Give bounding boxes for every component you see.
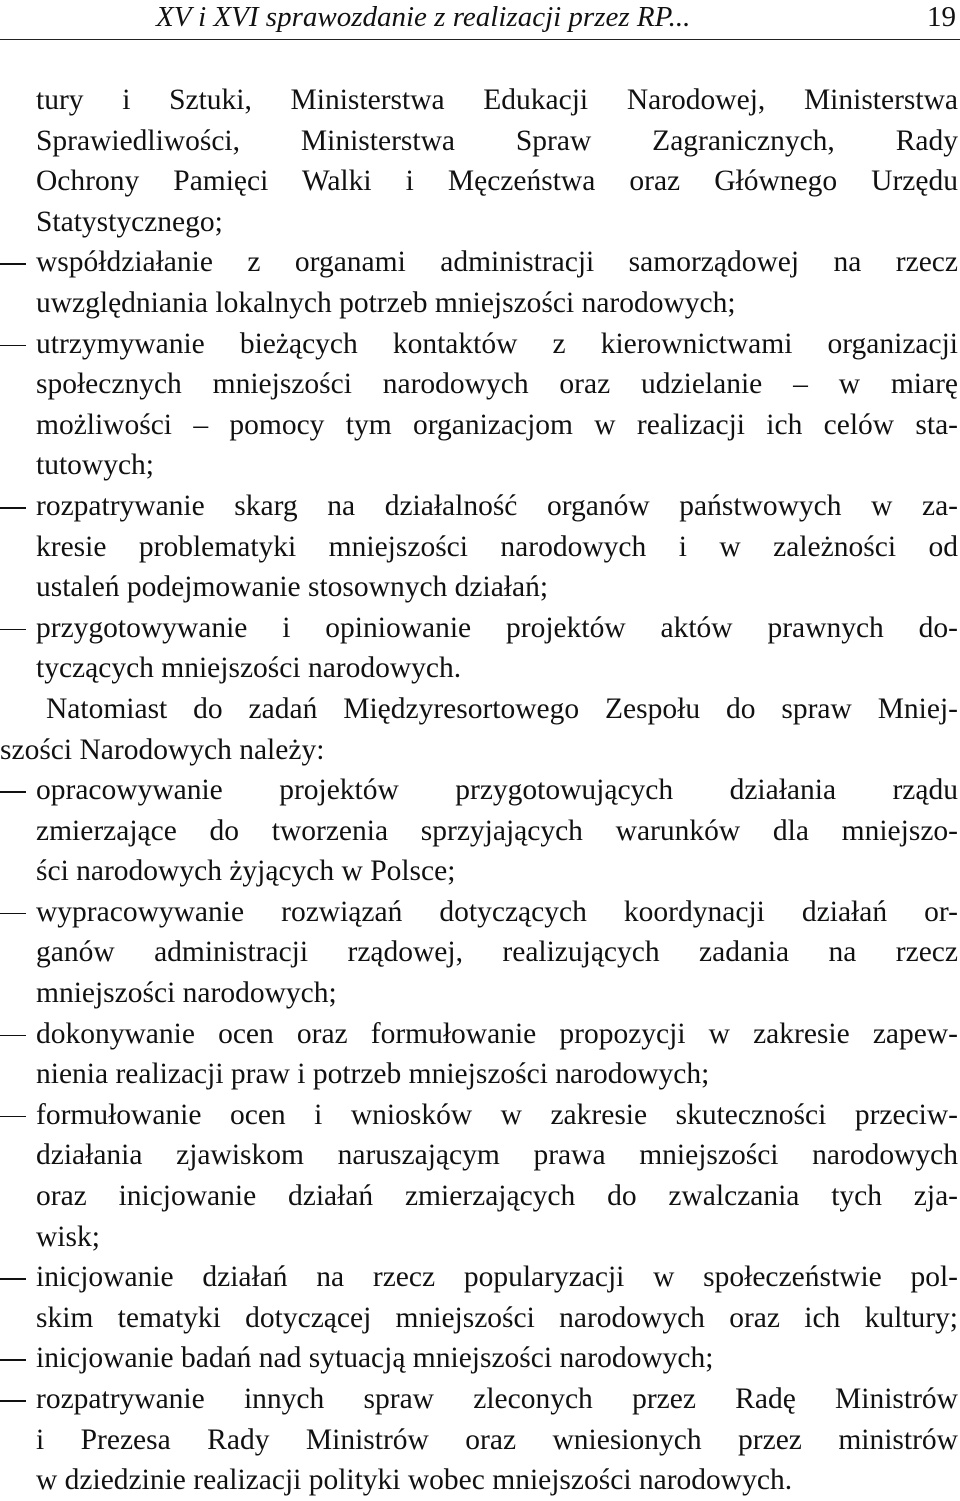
list-dash [0, 507, 26, 509]
text-line [36, 80, 958, 121]
running-title: XV i XVI sprawozdanie z realizacji przez RP... [156, 1, 691, 33]
text-line [36, 405, 958, 446]
text-line [36, 689, 958, 730]
line-text: kresie problematyki mniejszości narodowych i w zależności od [36, 530, 958, 563]
line-text: przygotowywanie i opiniowanie projektów aktów prawnych do- [36, 611, 958, 644]
line-text: mniejszości narodowych; [36, 977, 337, 1010]
line-text: społecznych mniejszości narodowych oraz udzielanie – w miarę [36, 368, 958, 401]
line-text: Statystycznego; [36, 205, 223, 238]
text-line [36, 121, 958, 162]
text-line [36, 973, 958, 1014]
line-text: Sprawiedliwości, Ministerstwa Spraw Zagranicznych, Rady [36, 124, 958, 157]
text-line [0, 730, 958, 771]
line-text: opracowywanie projektów przygotowujących działania rządu [36, 774, 958, 807]
line-text: rozpatrywanie skarg na działalność organów państwowych w za- [36, 489, 958, 522]
line-text: ustaleń podejmowanie stosownych działań; [36, 571, 549, 604]
list-dash [0, 1116, 26, 1118]
line-text: wypracowywanie rozwiązań dotyczących koordynacji działań or- [36, 895, 958, 928]
text-line [36, 445, 958, 486]
text-line [36, 364, 958, 405]
running-header [0, 0, 960, 40]
list-item-line [36, 324, 958, 365]
list-item-line [36, 486, 958, 527]
line-text: tutowych; [36, 449, 154, 482]
text-line [36, 202, 958, 243]
line-text: w dziedzinie realizacji polityki wobec mniejszości narodowych. [36, 1464, 793, 1497]
line-text: dokonywanie ocen oraz formułowanie propozycji w zakresie zapew- [36, 1017, 958, 1050]
line-text: inicjowanie badań nad sytuacją mniejszości narodowych; [36, 1342, 714, 1375]
text-line [36, 1054, 958, 1095]
text-line [36, 932, 958, 973]
line-text: oraz inicjowanie działań zmierzających do zwalczania tych zja- [36, 1180, 958, 1213]
text-line [36, 1298, 958, 1339]
list-item-line [36, 1257, 958, 1298]
line-text: ganów administracji rządowej, realizujących zadania na rzecz [36, 936, 958, 969]
line-text: Natomiast do zadań Międzyresortowego Zespołu do spraw Mniej- [46, 692, 958, 725]
list-dash [0, 263, 26, 265]
line-text: skim tematyki dotyczącej mniejszości narodowych oraz ich kultury; [36, 1301, 958, 1334]
list-dash [0, 345, 26, 347]
line-text: utrzymywanie bieżących kontaktów z kierownictwami organizacji [36, 327, 958, 360]
body-text [0, 80, 958, 1501]
line-text: działania zjawiskom naruszającym prawa mniejszości narodowych [36, 1139, 958, 1172]
list-dash [0, 791, 26, 793]
list-item-line [36, 1338, 958, 1379]
text-line [36, 283, 958, 324]
list-dash [0, 1359, 26, 1361]
list-item-line [36, 1095, 958, 1136]
list-dash [0, 913, 26, 915]
text-line [36, 1176, 958, 1217]
line-text: uwzględniania lokalnych potrzeb mniejszości narodowych; [36, 286, 736, 319]
text-line [36, 161, 958, 202]
line-text: współdziałanie z organami administracji samorządowej na rzecz [36, 246, 958, 279]
list-dash [0, 1400, 26, 1402]
text-line [36, 851, 958, 892]
line-text: formułowanie ocen i wniosków w zakresie skuteczności przeciw- [36, 1098, 958, 1131]
line-text: zmierzające do tworzenia sprzyjających warunków dla mniejszo- [36, 814, 958, 847]
line-text: tury i Sztuki, Ministerstwa Edukacji Narodowej, Ministerstwa [36, 84, 958, 116]
line-text: nienia realizacji praw i potrzeb mniejszości narodowych; [36, 1058, 710, 1091]
page-number: 19 [927, 1, 956, 33]
text-line [36, 1420, 958, 1461]
line-text: tyczących mniejszości narodowych. [36, 652, 462, 685]
text-line [36, 1135, 958, 1176]
text-line [36, 567, 958, 608]
list-dash [0, 1278, 26, 1280]
line-text: i Prezesa Rady Ministrów oraz wniesionych przez ministrów [36, 1423, 958, 1456]
text-line [36, 527, 958, 568]
line-text: inicjowanie działań na rzecz popularyzacji w społeczeństwie pol- [36, 1261, 958, 1294]
line-text: wisk; [36, 1220, 100, 1253]
list-dash [0, 1035, 26, 1037]
line-text: ści narodowych żyjących w Polsce; [36, 855, 456, 888]
list-item-line [36, 1014, 958, 1055]
list-item-line [36, 608, 958, 649]
line-text: rozpatrywanie innych spraw zleconych przez Radę Ministrów [36, 1383, 958, 1415]
line-text: możliwości – pomocy tym organizacjom w realizacji ich celów sta- [36, 408, 958, 441]
text-line [36, 1217, 958, 1258]
line-text: Ochrony Pamięci Walki i Męczeństwa oraz Głównego Urzędu [36, 165, 958, 198]
list-item-line [36, 242, 958, 283]
list-dash [0, 629, 26, 631]
list-item-line [36, 892, 958, 933]
line-text: szości Narodowych należy: [0, 733, 325, 766]
list-item-line [36, 1379, 958, 1420]
text-line [36, 648, 958, 689]
text-line [36, 1460, 958, 1501]
list-item-line [36, 770, 958, 811]
text-line [36, 811, 958, 852]
